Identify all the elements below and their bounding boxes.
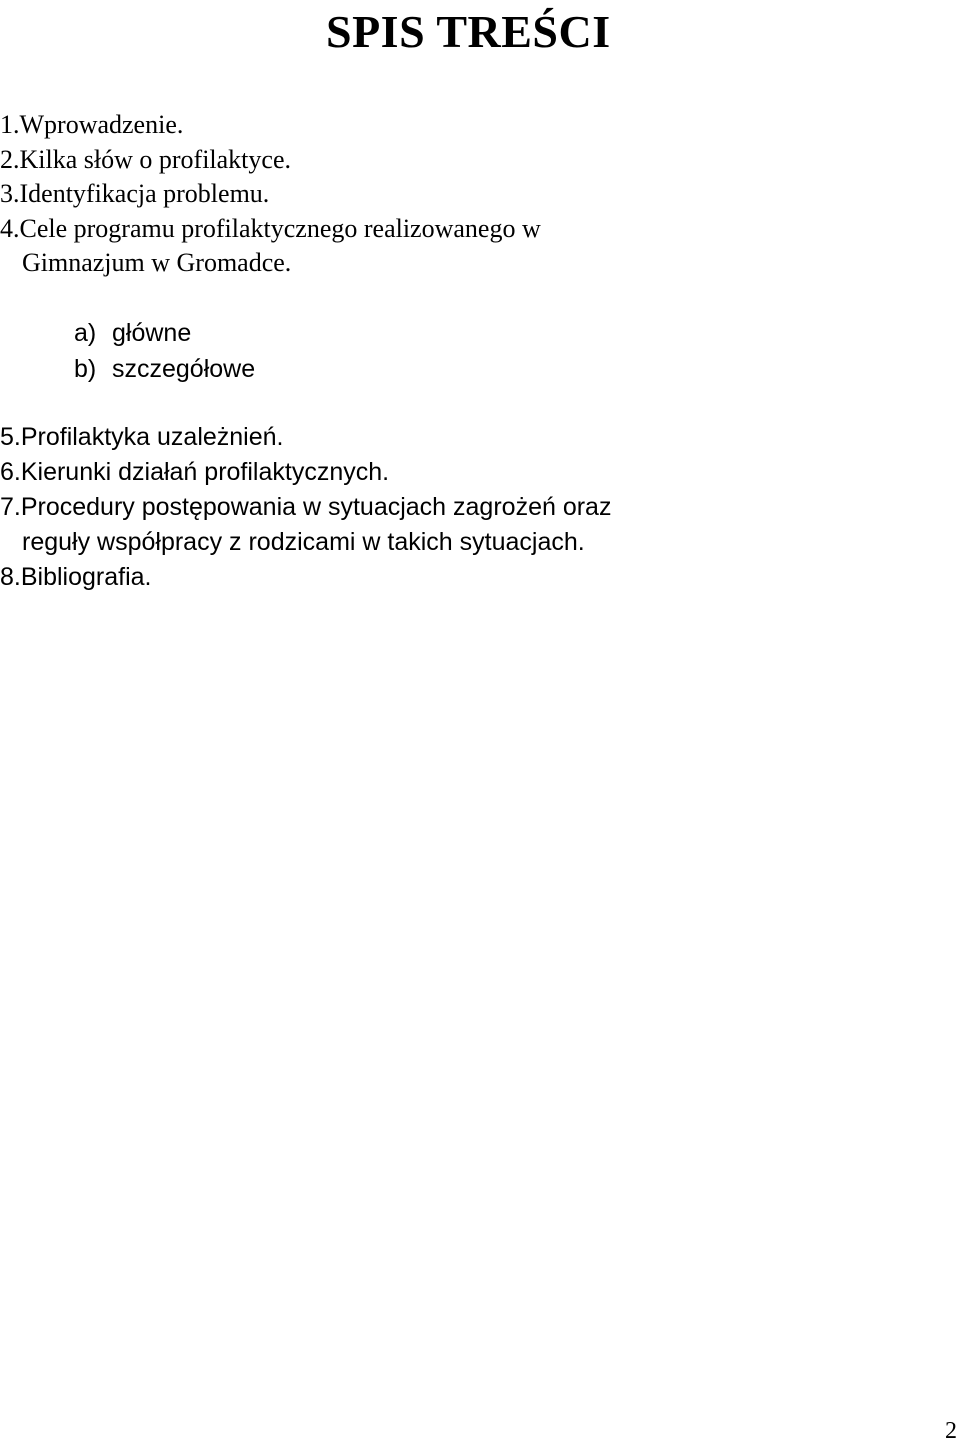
- toc-item-introduction: 1.Wprowadzenie.: [0, 110, 184, 139]
- table-of-contents-part-1: [0, 108, 541, 281]
- toc-item-action-directions: 6.Kierunki działań profilaktycznych.: [0, 458, 390, 486]
- toc-item-bibliography: 8.Bibliografia.: [0, 563, 152, 591]
- toc-item-addiction-prevention: 5.Profilaktyka uzależnień.: [0, 423, 284, 451]
- page-title: SPIS TREŚCI: [326, 6, 611, 57]
- toc-item-problem-identification: 3.Identyfikacja problemu.: [0, 179, 270, 208]
- toc-item-procedures: 7.Procedury postępowania w sytuacjach zagrożeń oraz: [0, 493, 612, 521]
- subitem-label: główne: [112, 319, 192, 347]
- toc-subitem-detailed: [74, 352, 255, 388]
- table-of-contents-part-2: [0, 420, 611, 595]
- subitem-label: szczegółowe: [112, 354, 256, 383]
- page-number: 2: [945, 1418, 957, 1444]
- toc-subitem-main: [74, 316, 255, 352]
- subitem-letter: a): [74, 319, 97, 347]
- toc-item-program-goals-continuation: Gimnazjum w Gromadce.: [22, 248, 292, 277]
- toc-item-program-goals: 4.Cele programu profilaktycznego realizowanego w: [0, 213, 541, 243]
- toc-item-procedures-continuation: reguły współpracy z rodzicami w takich sytuacjach.: [22, 528, 585, 556]
- toc-item-prevention: 2.Kilka słów o profilaktyce.: [0, 144, 291, 174]
- toc-subitems: [74, 316, 255, 387]
- subitem-letter: b): [74, 354, 97, 383]
